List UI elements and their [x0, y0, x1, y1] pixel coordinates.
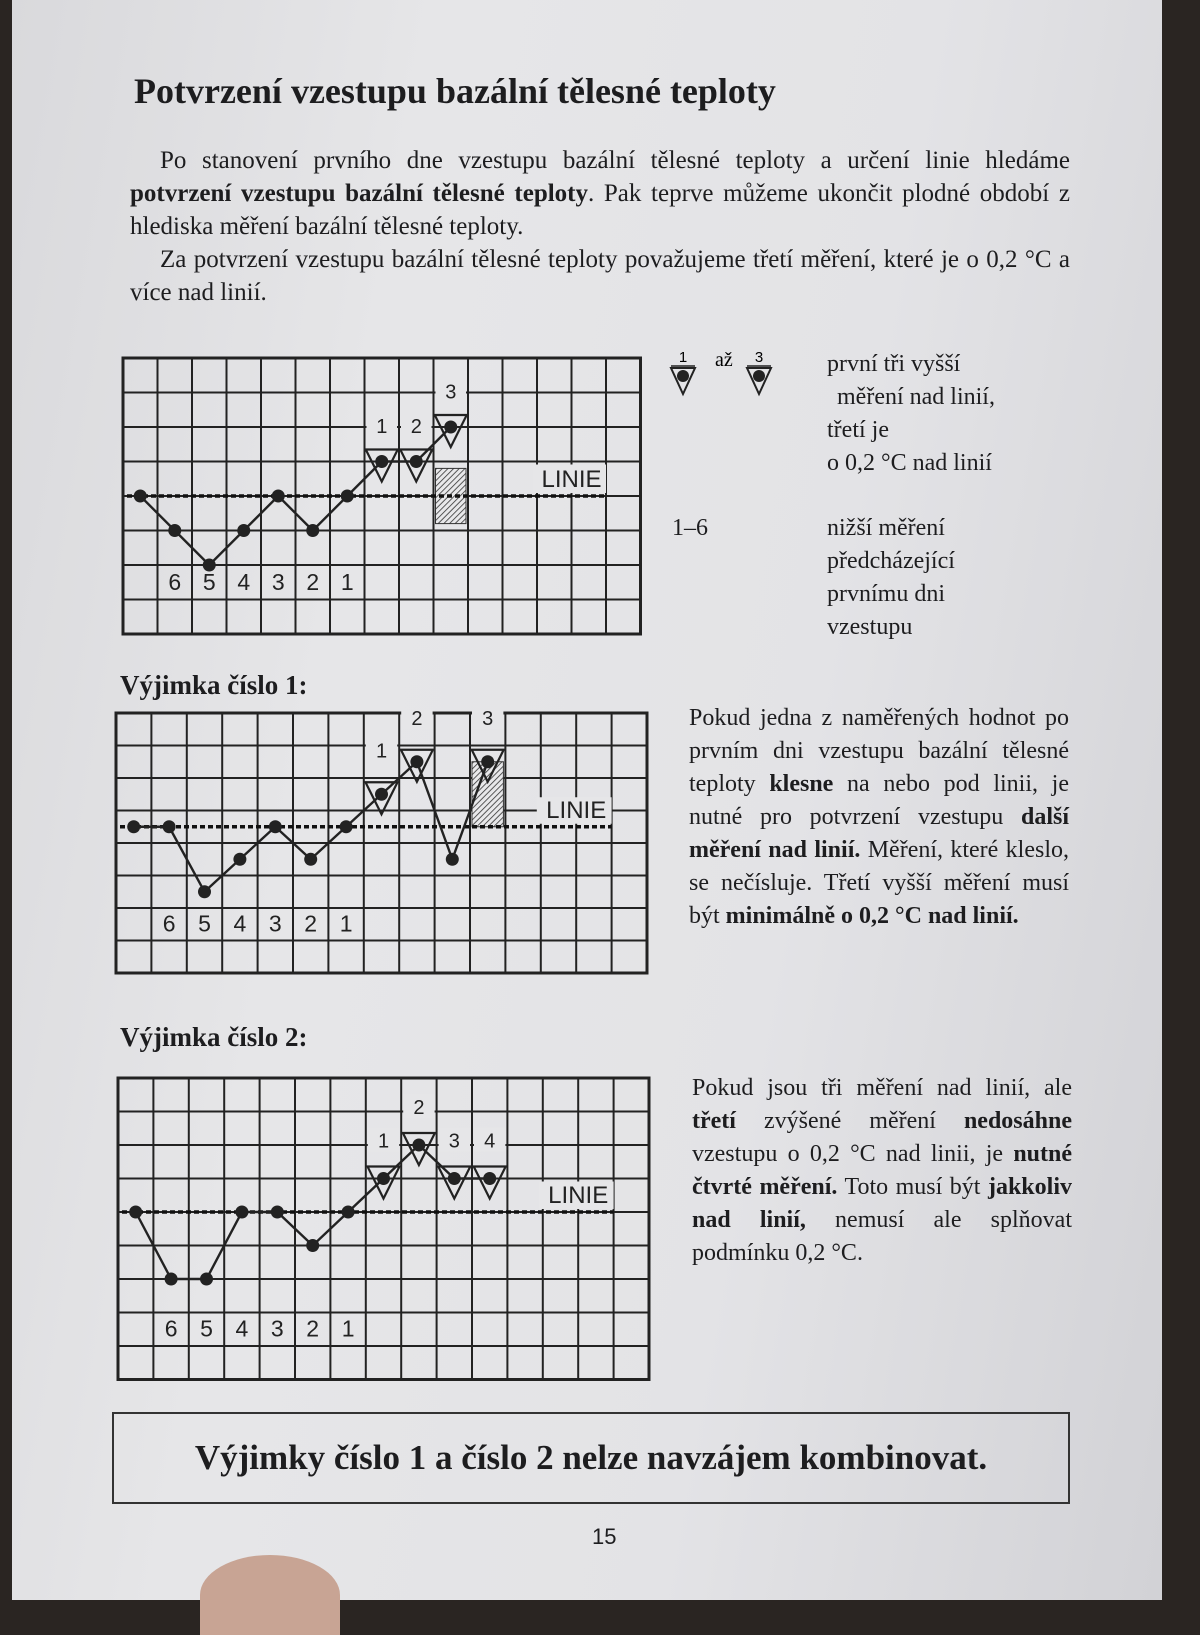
- exc2-text-3: vzestupu o 0,2 °C nad linii, je: [692, 1141, 1014, 1167]
- lower-number-label: 1: [339, 910, 353, 937]
- temperature-point: [127, 820, 140, 833]
- legend-symbols: [667, 348, 797, 408]
- page-number: 15: [592, 1524, 617, 1549]
- upper-number-label: 1: [375, 740, 388, 763]
- lower-number-label: 4: [233, 910, 247, 937]
- upper-number-label: 1: [377, 1130, 390, 1153]
- legend-low-line: prvnímu dni: [827, 581, 945, 607]
- lower-number-label: 2: [306, 568, 320, 595]
- linie-label: LINIE: [546, 796, 607, 824]
- lower-number-label: 4: [235, 1315, 249, 1342]
- temperature-point: [129, 1206, 142, 1219]
- exc2-text-1: Pokud jsou tři měření nad linií, ale: [692, 1075, 1072, 1101]
- lower-number-label: 4: [237, 568, 251, 595]
- exception-2-text: [692, 1072, 1072, 1270]
- upper-number-label: 2: [413, 1096, 425, 1119]
- linie-label: LINIE: [548, 1182, 609, 1209]
- temperature-point: [375, 788, 388, 801]
- intro-p1-bold: potvrzení vzestupu bazální tělesné teploty: [130, 180, 588, 207]
- temperature-point: [448, 1172, 461, 1185]
- lower-number-label: 5: [202, 568, 216, 595]
- temperature-point: [412, 1139, 425, 1152]
- temperature-point: [306, 524, 319, 537]
- legend-range: 1–6: [672, 515, 708, 541]
- temperature-point: [342, 1206, 355, 1219]
- temperature-point: [168, 524, 181, 537]
- intro-p1-c: . Pak teprve můžeme ukončit plodné období z hlediska měření bazální tělesné teploty.: [130, 180, 1070, 240]
- upper-number-label: 2: [411, 710, 423, 730]
- book-page: [12, 0, 1162, 1600]
- exc1-bold-2: další měření nad linií.: [689, 804, 1069, 863]
- upper-number-label: 3: [448, 1130, 460, 1153]
- legend-low-line: vzestupu: [827, 614, 913, 640]
- upper-number-label: 3: [482, 710, 494, 730]
- lower-number-label: 6: [162, 910, 176, 937]
- intro-paragraph-2: Za potvrzení vzestupu bazální tělesné teploty považujeme třetí měření, které je o 0,2 °C a více nad linií.: [130, 246, 1070, 306]
- legend-high-line: první tři vyšší: [827, 351, 961, 377]
- legend-low-line: předcházející: [827, 548, 955, 574]
- exc1-bold-3: minimálně o 0,2 °C nad linií.: [725, 903, 1019, 929]
- note-box: Výjimky číslo 1 a číslo 2 nelze navzájem kombinovat.: [112, 1412, 1070, 1504]
- temperature-point: [483, 1172, 496, 1185]
- lower-number-label: 2: [304, 910, 318, 937]
- linie-label: LINIE: [541, 466, 602, 493]
- temperature-point: [306, 1239, 319, 1252]
- exc1-text-3: Měření, které kleslo, se nečísluje. Třetí vyšší měření musí být: [689, 837, 1069, 929]
- temperature-point: [165, 1273, 178, 1286]
- temperature-point: [375, 455, 388, 468]
- temperature-point: [272, 490, 285, 503]
- legend-high-line: o 0,2 °C nad linií: [827, 450, 992, 476]
- lower-number-label: 6: [164, 1315, 178, 1342]
- upper-number-label: 4: [484, 1130, 496, 1153]
- thumb: [200, 1555, 340, 1635]
- legend-high-line: třetí je: [827, 417, 889, 443]
- temperature-point: [446, 853, 459, 866]
- lower-number-label: 1: [340, 568, 354, 595]
- temperature-point: [444, 421, 457, 434]
- temperature-point: [304, 853, 317, 866]
- lower-number-label: 3: [271, 568, 285, 595]
- temperature-point: [233, 853, 246, 866]
- exc2-bold-1: třetí: [692, 1108, 736, 1134]
- chart-basic: [117, 352, 657, 642]
- chart-exception-1: [112, 710, 657, 990]
- temperature-point: [269, 820, 282, 833]
- exc1-text-2: na nebo pod linii, je nutné pro potvrzení vzestupu: [689, 771, 1069, 830]
- temperature-point: [198, 885, 211, 898]
- temperature-point: [163, 820, 176, 833]
- temperature-point: [410, 455, 423, 468]
- legend-high-description: [827, 348, 995, 480]
- exception-1-text: [689, 702, 1069, 933]
- temperature-point: [377, 1172, 390, 1185]
- lower-number-label: 3: [270, 1315, 284, 1342]
- legend-point-1: [677, 370, 689, 382]
- lower-number-label: 2: [306, 1315, 320, 1342]
- intro-text: [130, 144, 1070, 309]
- upper-number-label: 2: [410, 416, 422, 439]
- lower-number-label: 1: [341, 1315, 355, 1342]
- exc2-bold-2: nedosáhne: [963, 1108, 1072, 1134]
- lower-number-label: 6: [168, 568, 182, 595]
- legend-sym3-label: 3: [754, 349, 764, 366]
- temperature-point: [200, 1273, 213, 1286]
- legend-low-line: nižší měření: [827, 515, 945, 541]
- exc1-text-1: Pokud jedna z naměřených hodnot po prvním dni vzestupu bazální tělesné teploty: [689, 705, 1069, 797]
- lower-number-label: 5: [200, 1315, 213, 1342]
- upper-number-label: 1: [376, 416, 388, 439]
- grid-frame: [118, 1078, 649, 1380]
- exc2-text-4: Toto musí být: [837, 1174, 988, 1200]
- chart-exception-2: [114, 1075, 659, 1385]
- legend-sym1-label: 1: [678, 349, 688, 366]
- temperature-point: [340, 820, 353, 833]
- lower-number-label: 5: [198, 910, 211, 937]
- intro-p1-a: Po stanovení prvního dne vzestupu bazální tělesné teploty a určení linie hledáme: [160, 147, 1070, 174]
- temperature-point: [341, 490, 354, 503]
- legend-point-3: [753, 370, 765, 382]
- exc2-text-5: nemusí ale splňovat podmínku 0,2 °C.: [692, 1207, 1072, 1266]
- exc1-bold-1: klesne: [769, 771, 834, 797]
- exception-2-heading: Výjimka číslo 2:: [120, 1022, 308, 1052]
- exc2-bold-4: jakkoliv nad linií,: [692, 1174, 1072, 1233]
- exception-1-heading: Výjimka číslo 1:: [120, 670, 308, 700]
- temperature-point: [235, 1206, 248, 1219]
- upper-number-label: 3: [445, 381, 457, 404]
- temperature-point: [134, 490, 147, 503]
- temperature-point: [481, 755, 494, 768]
- temperature-point: [271, 1206, 284, 1219]
- page-title: Potvrzení vzestupu bazální tělesné teploty: [134, 71, 776, 111]
- exc2-text-2: zvýšené měření: [735, 1108, 964, 1134]
- intro-paragraph-1: [130, 144, 1070, 243]
- temperature-point: [237, 524, 250, 537]
- legend-low-description: [827, 512, 955, 644]
- exc2-bold-3: nutné čtvrté měření.: [692, 1141, 1072, 1200]
- temperature-point: [410, 755, 423, 768]
- legend-az: až: [715, 349, 733, 371]
- lower-number-label: 3: [268, 910, 282, 937]
- legend-high-line: měření nad linií,: [837, 384, 995, 410]
